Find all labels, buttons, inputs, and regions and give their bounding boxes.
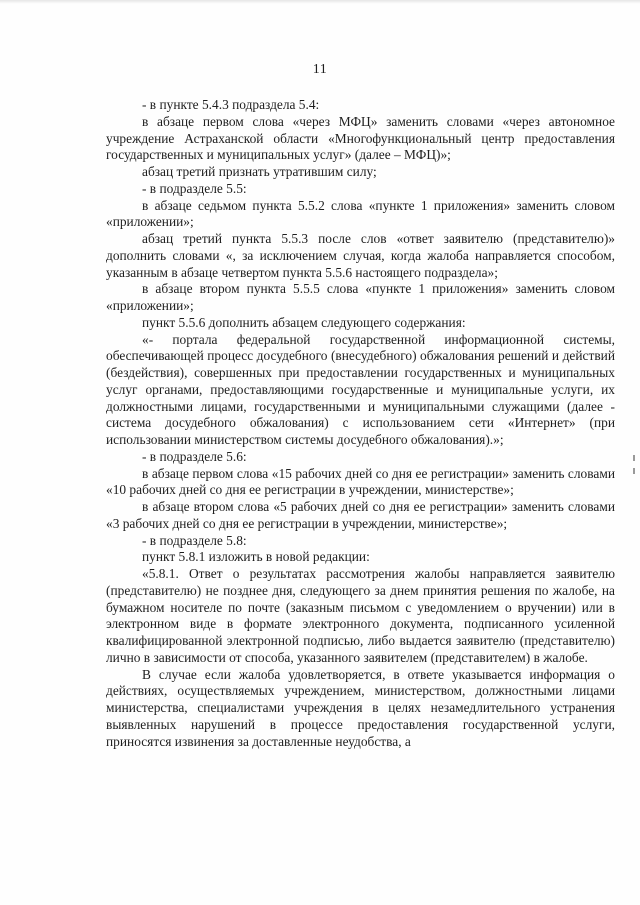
paragraph-5-5-3: абзац третий пункта 5.5.3 после слов «ответ заявителю (представителю)» дополнить словами «, за исключением случая, когда жалоба направляется способом, указанным в абзаце четвертом пункта 5.5.6 настоящего подраздела»; (106, 231, 615, 280)
paragraph-5-8-1-text: «5.8.1. Ответ о результатах рассмотрения жалобы направляется заявителю (представителю) не позднее дня, следующего за днем принятия решения по жалобе, на бумажном носителе по почте (заказным письмом с уведомлением о вручении) или в электронном виде в формате электронного документа, подписанного усиленной квалифицированной электронной подписью, либо выдается заявителю (представителю) лично в зависимости от способа, указанного заявителем (представителем) в жалобе. (106, 566, 615, 665)
paragraph-invalidate: абзац третий признать утратившим силу; (142, 164, 377, 179)
scan-edge-mark (633, 455, 635, 461)
scan-edge-mark (633, 468, 635, 474)
paragraph-5-8-1-intro: пункт 5.8.1 изложить в новой редакции: (142, 549, 370, 565)
paragraph-amend-mfc: в абзаце первом слова «через МФЦ» заменить словами «через автономное учреждение Астраханской области «Многофункциональный центр предоставления государственных и муниципальных услуг» (далее – МФЦ)»; (106, 113, 615, 163)
paragraph-subsection-5-4: - в пункте 5.4.3 подраздела 5.4: (142, 97, 320, 112)
paragraph-complaint-satisfied: В случае если жалоба удовлетворяется, в ответе указывается информация о действиях, осуществляемых учреждением, министерством, должностными лицами министерства, специалистами учреждения в целях незамедлительного устранения выявленных нарушений в процессе предоставления государственной услуги, приносятся извинения за доставленные неудобства, а (106, 666, 615, 749)
paragraph-subsection-5-8: - в подразделе 5.8: (142, 532, 247, 548)
paragraph-5-6-first: в абзаце первом слова «15 рабочих дней со дня ее регистрации» заменить словами «10 рабочих дней со дня ее регистрации в учреждении, министерстве»; (106, 465, 615, 498)
paragraph-5-5-6: пункт 5.5.6 дополнить абзацем следующего содержания: (142, 314, 466, 330)
paragraph-portal: «- портала федеральной государственной информационной системы, обеспечивающей процесс досудебного (внесудебного) обжалования решений и действий (бездействия), совершенных при предоставлении государственных и муниципальных услуг органами, предоставляющими государственные и муниципальные услуги, их должностными лицами, государственными и муниципальными служащими (далее - система досудебного обжалования) с использованием сети «Интернет» (при использовании министерством системы досудебного обжалования).»; (106, 331, 615, 447)
document-body (106, 97, 615, 750)
page-number: 11 (312, 62, 328, 77)
paragraph-5-5-5: в абзаце втором пункта 5.5.5 слова «пункте 1 приложения» заменить словом «приложении»; (106, 281, 615, 313)
scan-top-edge (0, 0, 640, 4)
paragraph-5-6-second: в абзаце втором слова «5 рабочих дней со дня ее регистрации» заменить словами «3 рабочих дней со дня ее регистрации в учреждении, министерстве»; (106, 499, 615, 531)
paragraph-subsection-5-6: - в подразделе 5.6: (142, 448, 247, 464)
paragraph-5-5-2: в абзаце седьмом пункта 5.5.2 слова «пункте 1 приложения» заменить словом «приложении»; (106, 197, 615, 230)
paragraph-subsection-5-5: - в подразделе 5.5: (142, 180, 247, 196)
